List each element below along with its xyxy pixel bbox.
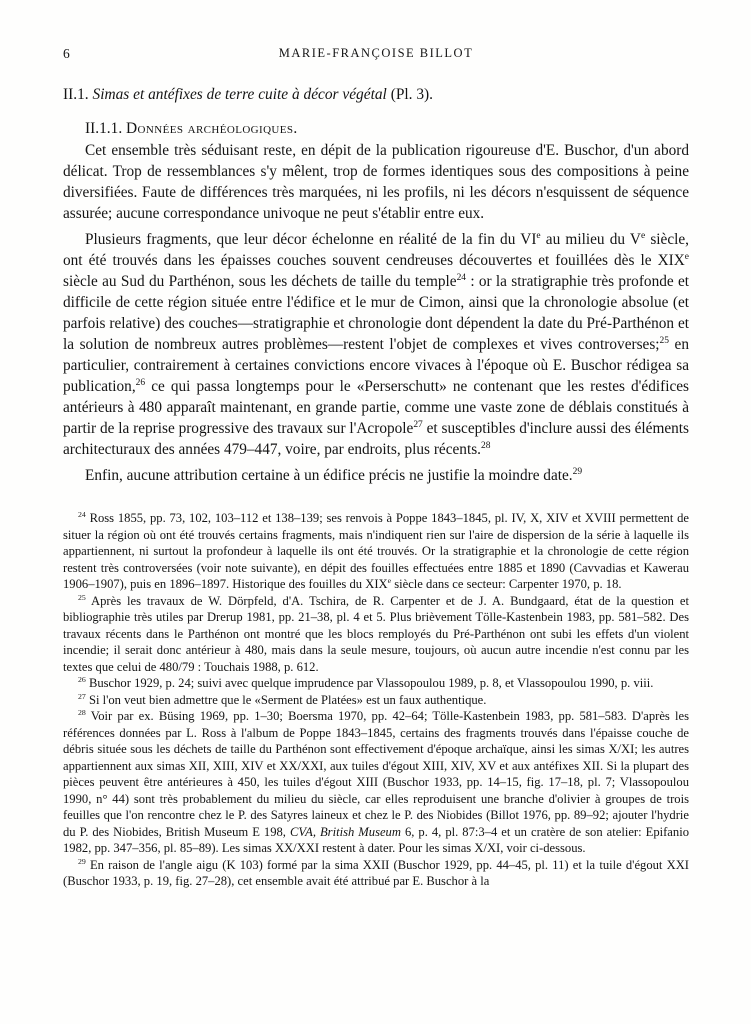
footnote: $^{24}$ Ross 1855, pp. 73, 102, 103–112 et 138–139; ses renvois à Poppe 1843–1845, pl. IV, X, XIV et XVIII permettent de situer la région où ont été trouvés certains fragments, mais n'indiquent rien sur l'aire de dispersion de la série à laquelle ils appartiennent, ni surtout la profondeur à laquelle ils ont été trouvés. Or la stratigraphie et la chronologie de cette région restent très controversées (voir note suivante), en dépit des fouilles effectuées entre 1885 et 1890 (Cavvadias et Kawerau 1906–1907), puis en 1896–1897. Historique des fouilles du XIXe siècle dans ce secteur: Carpenter 1970, p. 18. bbox=[63, 509, 689, 591]
footnote-reference: 24 bbox=[456, 272, 467, 283]
footnote-reference: 25 bbox=[659, 335, 669, 346]
footnote-number: 28 bbox=[78, 707, 86, 717]
footnote: $^{28}$ Voir par ex. Büsing 1969, pp. 1–30; Boersma 1970, pp. 42–64; Tölle-Kastenbein 1983, pp. 581–583. D'après les références données par L. Ross à l'album de Poppe 1843–1845, certains des fragments trouvés dans l'épaisse couche de débris située sous les déchets de taille du Parthénon sont effectivement d'époque archaïque, ainsi les simas X/XI; les autres appartiennent aux simas XII, XIII, XIV et XX/XXI, aux tuiles d'égout XIII, XIV, XV et aux antéfixes XII. Si la plupart des pièces peuvent être antérieures à 450, les tuiles d'égout XIII (Buschor 1933, pp. 14–15, fig. 17–18, pl. 7; Vlassopoulou 1990, n° 44) sont très probablement du milieu du siècle, car elles reproduisent une branche d'olivier à groupes de trois feuilles que l'on rencontre chez le P. des Satyres laineux et chez le P. des Niobides (Billot 1976, pp. 89–92; ajouter l'hydrie du P. des Niobides, British Museum E 198, CVA, British Museum 6, p. 4, pl. 87:3–4 et un cratère de son atelier: Epifanio 1982, pp. 347–356, pl. 85–89). Les simas XX/XXI restent à dater. Pour les simas X/XI, voir ci-dessous. bbox=[63, 707, 689, 855]
footnote-number: 27 bbox=[78, 691, 86, 701]
running-head: MARIE-FRANÇOISE BILLOT bbox=[278, 46, 474, 60]
footnote: $^{25}$ Après les travaux de W. Dörpfeld, d'A. Tschira, de R. Carpenter et de J. A. Bundgaard, état de la question et bibliographie très utiles par Drerup 1981, pp. 21–38, pl. 4 et 5. Plus brièvement Tölle-Kastenbein 1983, pp. 581–582. Des travaux récents dans le Parthénon ont montré que les blocs remployés du Pré-Parthénon ont subi les effets d'un violent incendie; il serait donc antérieur à 480, mais dans la seule mesure, toujours, où aucun autre incendie n'est connu par les textes que celui de 480/79 : Touchais 1988, p. 612. bbox=[63, 592, 689, 674]
italic-text: CVA, British Museum bbox=[289, 824, 401, 839]
paragraph: Enfin, aucune attribution certaine à un édifice précis ne justifie la moindre date.$^{29}$ bbox=[85, 466, 583, 484]
footnote-number: 25 bbox=[78, 592, 86, 602]
section-label: II.1. bbox=[63, 86, 89, 103]
section-title-suffix: (Pl. 3). bbox=[390, 86, 434, 103]
section-title: Simas et antéfixes de terre cuite à décor végétal bbox=[92, 86, 387, 103]
subsection-heading bbox=[63, 118, 689, 139]
subsection-title: Données archéologiques. bbox=[126, 120, 298, 137]
footnote-number: 29 bbox=[78, 856, 86, 866]
ordinal-superscript: e bbox=[387, 575, 392, 585]
footnote-reference: 26 bbox=[135, 377, 146, 388]
footnote-number: 24 bbox=[78, 509, 86, 519]
body-text bbox=[63, 140, 689, 486]
ordinal-superscript: e bbox=[640, 230, 646, 241]
footnote-number: 26 bbox=[78, 674, 86, 684]
footnote: $^{26}$ Buschor 1929, p. 24; suivi avec quelque imprudence par Vlassopoulou 1989, p. 8, et Vlassopoulou 1990, p. viii. bbox=[78, 674, 654, 690]
footnote: $^{27}$ Si l'on veut bien admettre que le «Serment de Platées» est un faux authentique. bbox=[78, 691, 487, 707]
paragraph: Plusieurs fragments, que leur décor échelonne en réalité de la fin du VIe au milieu du Ve siècle, ont été trouvés dans les épaisses couches souvent cendreuses découvertes et fouillées dès le XIXe siècle au Sud du Parthénon, sous les déchets de taille du temple$^{24}$ : or la stratigraphie très profonde et difficile de cette région située entre l'édifice et le mur de Cimon, ainsi que la chronologie absolue (et parfois relative) des couches—stratigraphie et chronologie dont dépendent la date du Pré-Parthénon et la solution de nombreux autres problèmes—restent l'objet de complexes et vives controverses;$^{25}$ en particulier, contrairement à certaines convictions encore vivaces à l'époque où E. Buschor rédigea sa publication,$^{26}$ ce qui passa longtemps pour le «Perserschutt» ne contenant que les restes d'édifices antérieurs à 480 apparaît maintenant, en grande partie, comme une vaste zone de déblais constitués à partir de la reprise progressive des travaux sur l'Acropole$^{27}$ et susceptibles d'inclure aussi des éléments architecturaux des années 479–447, voire, par endroits, plus récents.$^{28}$ bbox=[63, 230, 689, 458]
ordinal-superscript: e bbox=[536, 230, 541, 241]
paragraph: Cet ensemble très séduisant reste, en dépit de la publication rigoureuse d'E. Buschor, d'un abord délicat. Trop de ressemblances s'y mêlent, trop de formes identiques sous des compositions à peine diversifiées. Faute de différences très marquées, ni les profils, ni les décors n'esquissent de séquence assurée; aucune correspondance univoque ne peut s'établir entre eux. bbox=[63, 142, 689, 222]
page-number: 6 bbox=[63, 46, 70, 61]
footnote-reference: 29 bbox=[572, 466, 583, 477]
subsection-label: II.1.1. bbox=[85, 120, 123, 137]
running-header bbox=[63, 46, 689, 64]
section-heading bbox=[63, 84, 689, 105]
footnote-reference: 28 bbox=[480, 440, 491, 451]
ordinal-superscript: e bbox=[684, 251, 689, 262]
footnotes bbox=[63, 510, 689, 890]
footnote-reference: 27 bbox=[413, 419, 423, 430]
footnote: $^{29}$ En raison de l'angle aigu (K 103) formé par la sima XXII (Buschor 1929, pp. 44–45, pl. 11) et la tuile d'égout XXI (Buschor 1933, p. 19, fig. 27–28), cet ensemble avait été attribué par E. Buschor à la bbox=[63, 856, 689, 888]
